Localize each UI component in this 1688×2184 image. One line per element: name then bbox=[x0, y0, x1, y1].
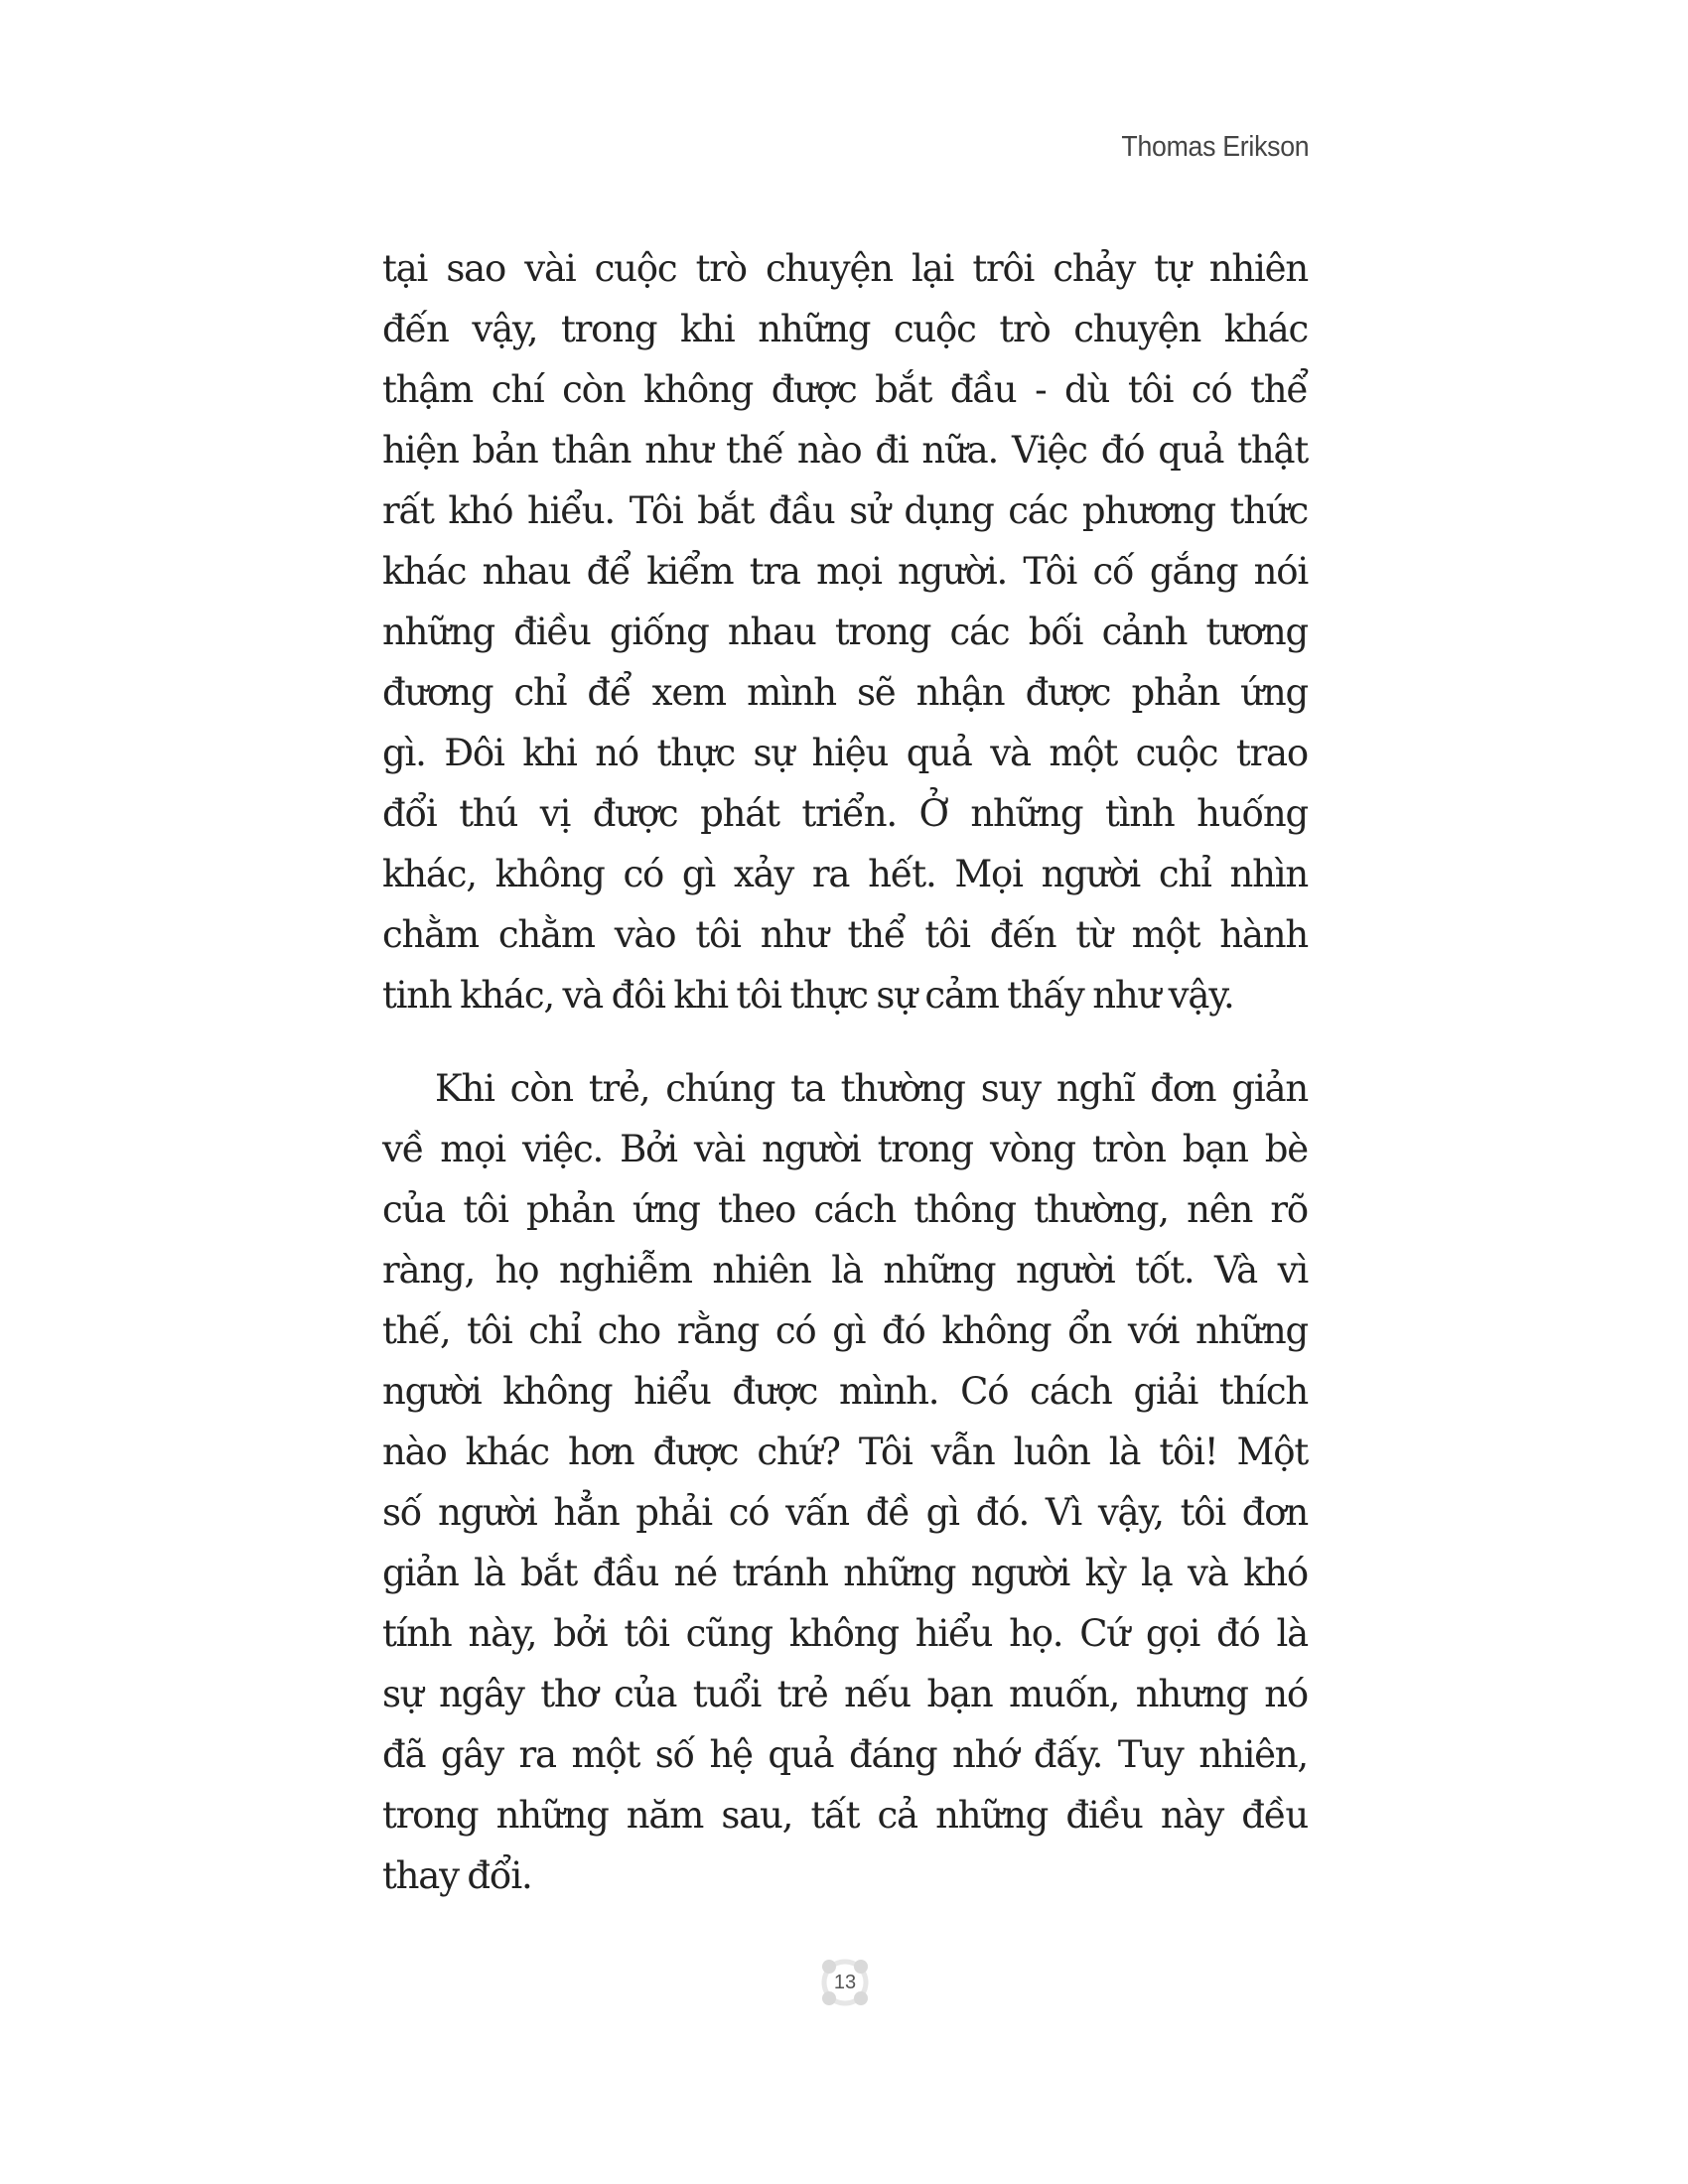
text-line: gì. Đôi khi nó thực sự hiệu quả và một cuộc trao bbox=[382, 732, 1308, 774]
text-line: tinh khác, và đôi khi tôi thực sự cảm thấy như vậy. bbox=[382, 974, 1234, 1017]
text-line: ràng, họ nghiễm nhiên là những người tốt. Và vì bbox=[382, 1249, 1308, 1292]
text-line: thay đổi. bbox=[382, 1854, 532, 1897]
body-text bbox=[382, 238, 1308, 1939]
text-line: đến vậy, trong khi những cuộc trò chuyện khác bbox=[382, 308, 1308, 350]
text-line: những điều giống nhau trong các bối cảnh tương bbox=[382, 611, 1308, 653]
text-line: Khi còn trẻ, chúng ta thường suy nghĩ đơn giản bbox=[435, 1067, 1308, 1110]
text-line: tại sao vài cuộc trò chuyện lại trôi chảy tự nhiên bbox=[382, 247, 1308, 290]
text-line: về mọi việc. Bởi vài người trong vòng tròn bạn bè bbox=[382, 1128, 1308, 1170]
text-line: đổi thú vị được phát triển. Ở những tình huống bbox=[382, 792, 1308, 835]
page-number-badge bbox=[815, 1953, 875, 2012]
text-line: khác nhau để kiểm tra mọi người. Tôi cố gắng nói bbox=[382, 550, 1308, 593]
text-line: thậm chí còn không được bắt đầu - dù tôi có thể bbox=[382, 368, 1308, 411]
running-header-author: Thomas Erikson bbox=[1121, 131, 1309, 163]
text-line: trong những năm sau, tất cả những điều này đều bbox=[382, 1794, 1308, 1837]
text-line: của tôi phản ứng theo cách thông thường, nên rõ bbox=[382, 1188, 1308, 1231]
text-line: giản là bắt đầu né tránh những người kỳ lạ và khó bbox=[382, 1552, 1308, 1594]
text-line: sự ngây thơ của tuổi trẻ nếu bạn muốn, nhưng nó bbox=[382, 1673, 1308, 1715]
text-line: đương chỉ để xem mình sẽ nhận được phản ứng bbox=[382, 671, 1308, 714]
text-line: hiện bản thân như thế nào đi nữa. Việc đó quả thật bbox=[382, 429, 1308, 472]
text-line: chằm chằm vào tôi như thể tôi đến từ một hành bbox=[382, 913, 1308, 956]
paragraph-2 bbox=[382, 1058, 1308, 1906]
text-line: người không hiểu được mình. Có cách giải thích bbox=[382, 1370, 1308, 1413]
page-number: 13 bbox=[833, 1972, 857, 1993]
text-line: số người hẳn phải có vấn đề gì đó. Vì vậy, tôi đơn bbox=[382, 1491, 1308, 1534]
text-line: thế, tôi chỉ cho rằng có gì đó không ổn với những bbox=[382, 1309, 1308, 1352]
text-line: nào khác hơn được chứ? Tôi vẫn luôn là tôi! Một bbox=[382, 1431, 1308, 1473]
text-line: khác, không có gì xảy ra hết. Mọi người chỉ nhìn bbox=[382, 853, 1308, 895]
text-line: đã gây ra một số hệ quả đáng nhớ đấy. Tuy nhiên, bbox=[382, 1733, 1308, 1776]
text-line: rất khó hiểu. Tôi bắt đầu sử dụng các phương thức bbox=[382, 489, 1308, 532]
paragraph-1 bbox=[382, 238, 1308, 1025]
text-line: tính này, bởi tôi cũng không hiểu họ. Cứ gọi đó là bbox=[382, 1612, 1308, 1655]
